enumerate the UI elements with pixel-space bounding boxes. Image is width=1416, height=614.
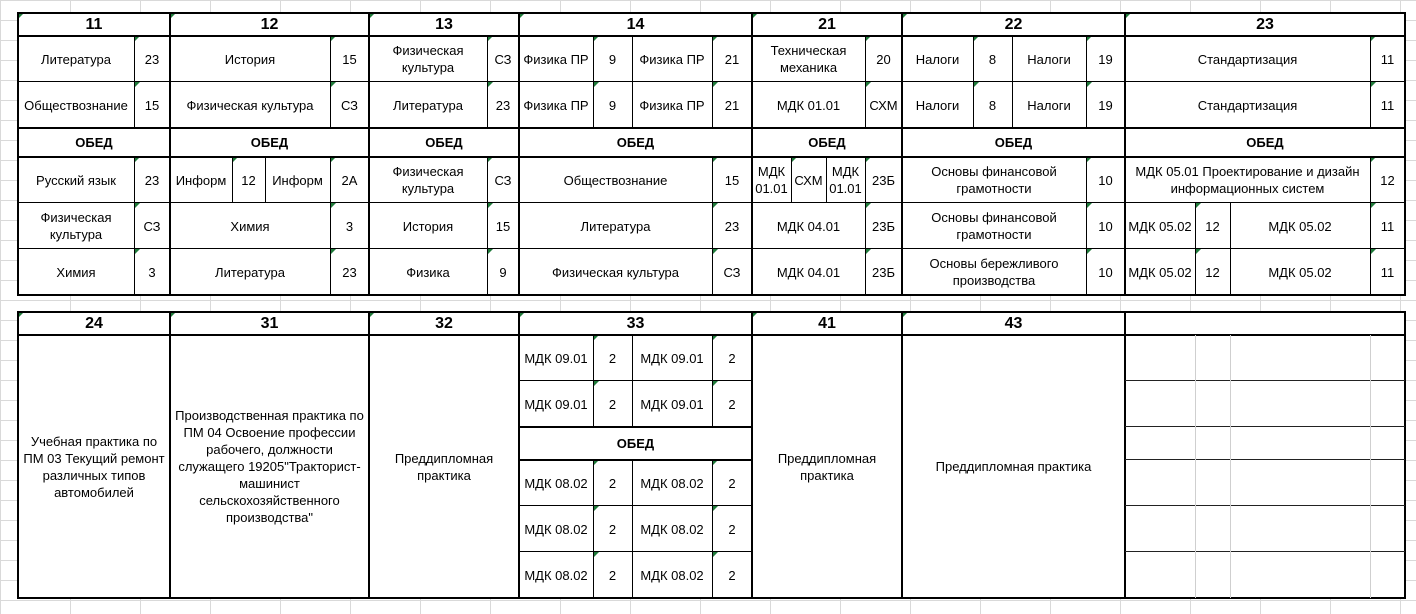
- empty-cell[interactable]: [1370, 506, 1405, 552]
- lesson-subject[interactable]: МДК 09.01: [632, 381, 712, 427]
- group-header-13[interactable]: 13: [369, 13, 519, 36]
- lesson-room[interactable]: 2: [712, 460, 752, 506]
- practice-cell-32[interactable]: Преддипломная практика: [369, 335, 519, 598]
- grid-line: [901, 311, 903, 599]
- lesson-room[interactable]: 23: [134, 36, 170, 82]
- lesson-room[interactable]: 12: [1370, 157, 1405, 203]
- lunch-label[interactable]: ОБЕД: [18, 128, 170, 157]
- lesson-subject[interactable]: История: [170, 36, 330, 82]
- lesson-room[interactable]: 9: [593, 36, 632, 82]
- group-header-23[interactable]: 23: [1125, 13, 1405, 36]
- lesson-subject[interactable]: МДК 09.01: [519, 335, 593, 381]
- grid-line: [169, 311, 171, 599]
- lesson-subject[interactable]: Обществознание: [18, 82, 134, 128]
- lesson-subject[interactable]: МДК 08.02: [519, 552, 593, 598]
- lesson-room[interactable]: 2: [712, 335, 752, 381]
- lesson-subject[interactable]: Литература: [369, 82, 487, 128]
- lesson-subject[interactable]: Налоги: [902, 36, 973, 82]
- grid-line: [1195, 335, 1196, 598]
- grid-line: [134, 157, 135, 295]
- lesson-room[interactable]: 23Б: [865, 249, 902, 295]
- grid-line: [1125, 551, 1405, 552]
- lesson-subject[interactable]: МДК 09.01: [632, 335, 712, 381]
- lesson-subject[interactable]: МДК 04.01: [752, 249, 865, 295]
- lesson-room[interactable]: 15: [330, 36, 369, 82]
- lesson-room[interactable]: 11: [1370, 203, 1405, 249]
- lesson-subject[interactable]: Физика ПР: [519, 36, 593, 82]
- group-header-32[interactable]: 32: [369, 312, 519, 335]
- lesson-room[interactable]: 19: [1086, 82, 1125, 128]
- lesson-room[interactable]: 8: [973, 36, 1012, 82]
- lesson-room[interactable]: 11: [1370, 36, 1405, 82]
- lesson-subject[interactable]: МДК 05.02: [1230, 203, 1370, 249]
- lunch-label[interactable]: ОБЕД: [519, 128, 752, 157]
- grid-line: [1086, 36, 1087, 128]
- grid-line: [519, 551, 752, 552]
- group-header-24[interactable]: 24: [18, 312, 170, 335]
- lesson-subject[interactable]: Стандартизация: [1125, 36, 1370, 82]
- grid-line: [1124, 311, 1126, 599]
- lesson-room[interactable]: СЗ: [487, 157, 519, 203]
- lesson-subject[interactable]: МДК 09.01: [519, 381, 593, 427]
- lesson-subject[interactable]: Налоги: [1012, 36, 1086, 82]
- grid-line: [712, 460, 713, 598]
- lesson-subject[interactable]: Физическая культура: [369, 157, 487, 203]
- lesson-room[interactable]: 12: [1195, 203, 1230, 249]
- lunch-label[interactable]: ОБЕД: [902, 128, 1125, 157]
- lesson-subject[interactable]: МДК 08.02: [632, 552, 712, 598]
- grid-line: [1125, 505, 1405, 506]
- lesson-room[interactable]: 23: [712, 203, 752, 249]
- lesson-subject[interactable]: Литература: [18, 36, 134, 82]
- grid-line: [1370, 157, 1371, 295]
- group-header-empty[interactable]: [1125, 312, 1405, 335]
- lunch-label[interactable]: ОБЕД: [369, 128, 519, 157]
- grid-line: [487, 157, 488, 295]
- lunch-box: [368, 127, 520, 158]
- grid-line: [1195, 203, 1196, 295]
- grid-line: [826, 157, 827, 203]
- practice-cell-43[interactable]: Преддипломная практика: [902, 335, 1125, 598]
- grid-line: [1125, 380, 1405, 381]
- lesson-room[interactable]: 2: [712, 552, 752, 598]
- group-header-11[interactable]: 11: [18, 13, 170, 36]
- empty-cell[interactable]: [1370, 460, 1405, 506]
- lesson-subject[interactable]: Физика ПР: [519, 82, 593, 128]
- lesson-room[interactable]: 23: [487, 82, 519, 128]
- lesson-subject[interactable]: Литература: [519, 203, 712, 249]
- empty-cell[interactable]: [1370, 335, 1405, 381]
- lesson-room[interactable]: 23Б: [865, 203, 902, 249]
- grid-line: [865, 157, 866, 295]
- lunch-box: [1124, 127, 1406, 158]
- empty-cell[interactable]: [1125, 506, 1195, 552]
- lesson-room[interactable]: 19: [1086, 36, 1125, 82]
- grid-line: [1086, 157, 1087, 295]
- grid-line: [593, 460, 594, 598]
- lesson-subject[interactable]: Физическая культура: [519, 249, 712, 295]
- empty-cell[interactable]: [1230, 460, 1370, 506]
- group-header-14[interactable]: 14: [519, 13, 752, 36]
- lesson-room[interactable]: СЗ: [330, 82, 369, 128]
- lesson-room[interactable]: 15: [487, 203, 519, 249]
- empty-cell[interactable]: [1230, 335, 1370, 381]
- lesson-room[interactable]: 2: [593, 335, 632, 381]
- empty-cell[interactable]: [1195, 335, 1230, 381]
- lesson-room[interactable]: 9: [593, 82, 632, 128]
- grid-line: [632, 335, 633, 427]
- lesson-room[interactable]: 10: [1086, 203, 1125, 249]
- lesson-room[interactable]: 20: [865, 36, 902, 82]
- empty-cell[interactable]: [1230, 552, 1370, 598]
- grid-line: [1230, 335, 1231, 598]
- lunch-label[interactable]: ОБЕД: [519, 427, 752, 460]
- lesson-room[interactable]: 12: [1195, 249, 1230, 295]
- lesson-subject[interactable]: Физика ПР: [632, 36, 712, 82]
- group-header-22[interactable]: 22: [902, 13, 1125, 36]
- empty-cell[interactable]: [1230, 381, 1370, 427]
- empty-cell[interactable]: [1370, 427, 1405, 460]
- lesson-subject[interactable]: История: [369, 203, 487, 249]
- empty-cell[interactable]: [1195, 460, 1230, 506]
- lesson-room[interactable]: 23Б: [865, 157, 902, 203]
- lunch-box: [169, 127, 370, 158]
- lesson-room[interactable]: 11: [1370, 249, 1405, 295]
- empty-cell[interactable]: [1125, 427, 1195, 460]
- grid-line: [712, 335, 713, 427]
- grid-line: [17, 311, 19, 599]
- grid-line: [519, 505, 752, 506]
- practice-cell-24[interactable]: Учебная практика по ПМ 03 Текущий ремонт различных типов автомобилей: [18, 335, 170, 598]
- lesson-subject[interactable]: Налоги: [902, 82, 973, 128]
- lesson-subject[interactable]: Химия: [18, 249, 134, 295]
- lesson-room[interactable]: 10: [1086, 249, 1125, 295]
- lesson-room[interactable]: СЗ: [712, 249, 752, 295]
- lunch-box: [518, 127, 753, 158]
- empty-cell[interactable]: [1125, 381, 1195, 427]
- lesson-room[interactable]: 12: [232, 157, 265, 203]
- lesson-room[interactable]: СХМ: [865, 82, 902, 128]
- grid-line: [712, 36, 713, 128]
- lunch-box: [901, 127, 1126, 158]
- grid-line: [791, 157, 792, 203]
- grid-line: [17, 311, 1406, 313]
- empty-cell[interactable]: [1125, 460, 1195, 506]
- lesson-subject[interactable]: Физическая культура: [170, 82, 330, 128]
- empty-cell[interactable]: [1195, 427, 1230, 460]
- lesson-room[interactable]: 2: [593, 552, 632, 598]
- lesson-room[interactable]: 2: [593, 381, 632, 427]
- lesson-subject[interactable]: Литература: [170, 249, 330, 295]
- lesson-subject[interactable]: МДК 01.01: [826, 157, 865, 203]
- empty-cell[interactable]: [1370, 552, 1405, 598]
- lesson-subject[interactable]: Информ: [265, 157, 330, 203]
- lesson-subject[interactable]: Физическая культура: [18, 203, 134, 249]
- grid-line: [368, 311, 370, 599]
- grid-line: [232, 157, 233, 203]
- lesson-room[interactable]: 11: [1370, 82, 1405, 128]
- lesson-room[interactable]: 10: [1086, 157, 1125, 203]
- grid-line: [632, 36, 633, 128]
- grid-line: [519, 380, 752, 381]
- lesson-room[interactable]: 2: [712, 506, 752, 552]
- grid-line: [632, 460, 633, 598]
- grid-line: [973, 36, 974, 128]
- lesson-subject[interactable]: Обществознание: [519, 157, 712, 203]
- lesson-room[interactable]: СЗ: [134, 203, 170, 249]
- lesson-subject[interactable]: Основы финансовой грамотности: [902, 157, 1086, 203]
- lesson-subject[interactable]: МДК 01.01: [752, 157, 791, 203]
- lesson-subject[interactable]: МДК 05.02: [1230, 249, 1370, 295]
- group-header-33[interactable]: 33: [519, 312, 752, 335]
- lesson-subject[interactable]: МДК 04.01: [752, 203, 865, 249]
- lesson-room[interactable]: 23: [330, 249, 369, 295]
- group-header-31[interactable]: 31: [170, 312, 369, 335]
- empty-cell[interactable]: [1230, 506, 1370, 552]
- lesson-room[interactable]: СЗ: [487, 36, 519, 82]
- lesson-subject[interactable]: Химия: [170, 203, 330, 249]
- lesson-room[interactable]: 8: [973, 82, 1012, 128]
- grid-line: [487, 36, 488, 128]
- empty-cell[interactable]: [1370, 381, 1405, 427]
- lesson-subject[interactable]: Физика: [369, 249, 487, 295]
- lunch-label[interactable]: ОБЕД: [170, 128, 369, 157]
- lesson-room[interactable]: 15: [712, 157, 752, 203]
- lesson-room[interactable]: 3: [134, 249, 170, 295]
- grid-line: [134, 36, 135, 128]
- lesson-subject[interactable]: Физическая культура: [369, 36, 487, 82]
- empty-cell[interactable]: [1195, 381, 1230, 427]
- lesson-subject[interactable]: Основы финансовой грамотности: [902, 203, 1086, 249]
- grid-line: [712, 157, 713, 295]
- lesson-room[interactable]: 2: [593, 460, 632, 506]
- empty-cell[interactable]: [1125, 335, 1195, 381]
- lesson-subject[interactable]: МДК 01.01: [752, 82, 865, 128]
- grid-line: [593, 36, 594, 128]
- lesson-subject[interactable]: Информ: [170, 157, 232, 203]
- grid-line: [265, 157, 266, 203]
- grid-line: [330, 157, 331, 295]
- grid-line: [865, 36, 866, 128]
- lesson-room[interactable]: 21: [712, 82, 752, 128]
- grid-line: [1125, 459, 1405, 460]
- practice-cell-31[interactable]: Производственная практика по ПМ 04 Освоение профессии рабочего, должности служащего 19205"Тракторист-машинист сельскохозяйственного производства": [170, 335, 369, 598]
- lesson-subject[interactable]: Русский язык: [18, 157, 134, 203]
- lesson-room[interactable]: 2: [712, 381, 752, 427]
- grid-line: [1370, 335, 1371, 598]
- lesson-room[interactable]: СХМ: [791, 157, 826, 203]
- lesson-room[interactable]: 3: [330, 203, 369, 249]
- lesson-subject[interactable]: МДК 08.02: [519, 506, 593, 552]
- lunch-box: [17, 127, 171, 158]
- lesson-subject[interactable]: Физика ПР: [632, 82, 712, 128]
- lesson-room[interactable]: 23: [134, 157, 170, 203]
- empty-cell[interactable]: [1125, 552, 1195, 598]
- empty-cell[interactable]: [1195, 506, 1230, 552]
- grid-line: [593, 335, 594, 427]
- lesson-subject[interactable]: Стандартизация: [1125, 82, 1370, 128]
- grid-line: [1012, 36, 1013, 128]
- grid-line: [1230, 203, 1231, 295]
- lesson-room[interactable]: 21: [712, 36, 752, 82]
- lesson-subject[interactable]: МДК 08.02: [632, 506, 712, 552]
- lesson-subject[interactable]: Налоги: [1012, 82, 1086, 128]
- grid-line: [17, 12, 1406, 14]
- lunch-label[interactable]: ОБЕД: [752, 128, 902, 157]
- grid-line: [330, 36, 331, 128]
- group-header-21[interactable]: 21: [752, 13, 902, 36]
- lunch-box: [518, 426, 753, 461]
- lesson-subject[interactable]: Основы бережливого производства: [902, 249, 1086, 295]
- lesson-room[interactable]: 2А: [330, 157, 369, 203]
- lesson-subject[interactable]: Техническая механика: [752, 36, 865, 82]
- practice-cell-41[interactable]: Преддипломная практика: [752, 335, 902, 598]
- group-header-12[interactable]: 12: [170, 13, 369, 36]
- group-header-41[interactable]: 41: [752, 312, 902, 335]
- lesson-subject[interactable]: МДК 08.02: [632, 460, 712, 506]
- lesson-room[interactable]: 2: [593, 506, 632, 552]
- empty-cell[interactable]: [1230, 427, 1370, 460]
- empty-cell[interactable]: [1195, 552, 1230, 598]
- lesson-room[interactable]: 15: [134, 82, 170, 128]
- group-header-43[interactable]: 43: [902, 312, 1125, 335]
- lesson-subject[interactable]: МДК 05.02: [1125, 203, 1195, 249]
- lunch-label[interactable]: ОБЕД: [1125, 128, 1405, 157]
- lesson-subject[interactable]: МДК 05.02: [1125, 249, 1195, 295]
- grid-line: [1404, 311, 1406, 599]
- lesson-room[interactable]: 9: [487, 249, 519, 295]
- grid-line: [1370, 36, 1371, 128]
- grid-line: [1125, 426, 1405, 427]
- lunch-box: [751, 127, 903, 158]
- lesson-subject[interactable]: МДК 05.01 Проектирование и дизайн информационных систем: [1125, 157, 1370, 203]
- lesson-subject[interactable]: МДК 08.02: [519, 460, 593, 506]
